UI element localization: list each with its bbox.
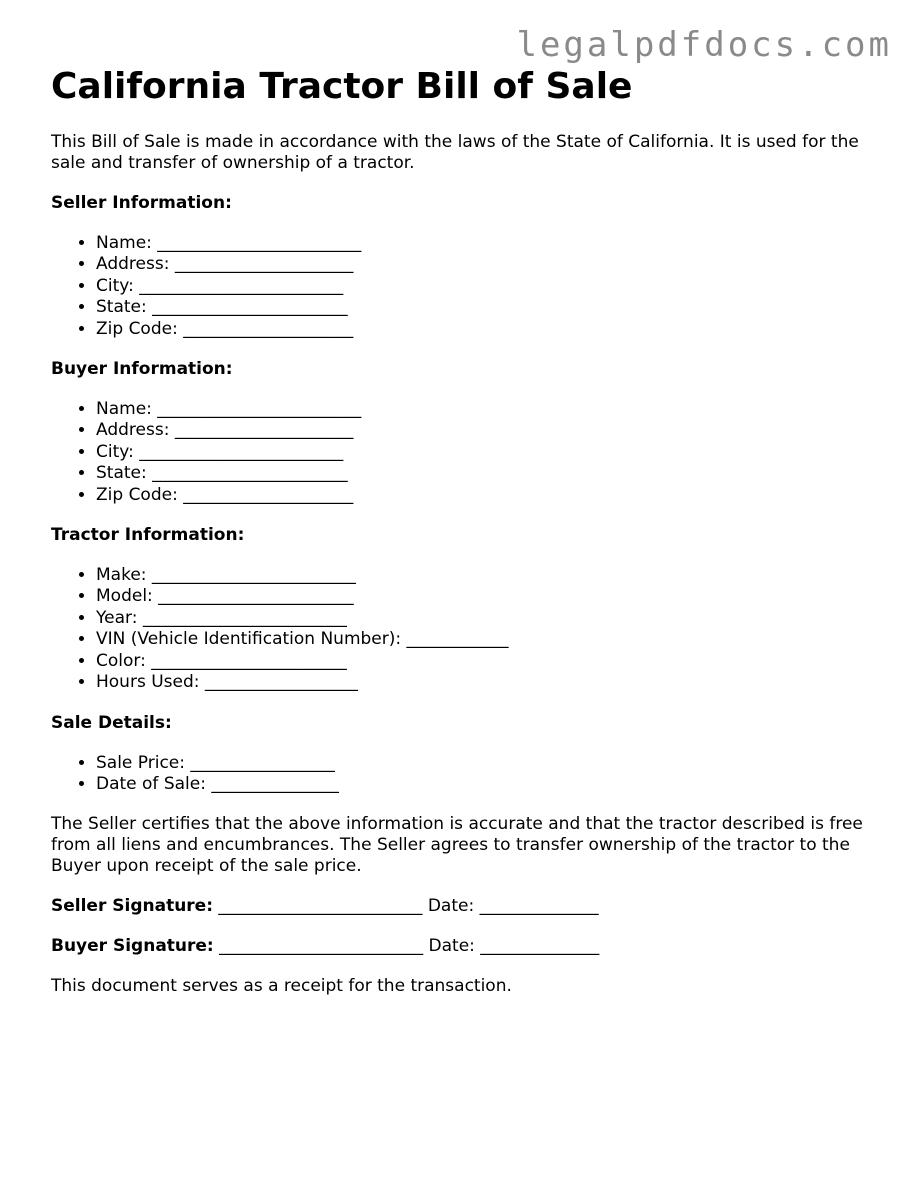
seller-signature-line	[51, 896, 881, 917]
seller-section-heading: Seller Information:	[51, 193, 232, 213]
buyer-name-field: • Name: ________________________	[96, 399, 881, 420]
certification-paragraph: The Seller certifies that the above information is accurate and that the tractor described is free from all liens and encumbrances. The Seller agrees to transfer ownership of the tractor to the Buyer upon receipt of the sale price.	[51, 814, 863, 877]
buyer-address-field: • Address: _____________________	[96, 420, 881, 441]
seller-address-field: • Address: _____________________	[96, 254, 881, 275]
buyer-zip-field: • Zip Code: ____________________	[96, 485, 881, 506]
tractor-model-field: • Model: _______________________	[96, 586, 881, 607]
buyer-fields-list	[51, 399, 881, 506]
buyer-signature-line	[51, 936, 881, 957]
tractor-color-field: • Color: _______________________	[96, 651, 881, 672]
sale-fields-list	[51, 753, 881, 796]
seller-city-field: • City: ________________________	[96, 276, 881, 297]
sale-price-field: • Sale Price: _________________	[96, 753, 881, 774]
tractor-year-field: • Year: ________________________	[96, 608, 881, 629]
sale-date-field: • Date of Sale: _______________	[96, 774, 881, 795]
tractor-fields-list	[51, 565, 881, 693]
tractor-hours-field: • Hours Used: __________________	[96, 672, 881, 693]
buyer-signature-blank: ________________________ Date: ______________	[213, 936, 600, 957]
seller-name-field: • Name: ________________________	[96, 233, 881, 254]
tractor-section-heading: Tractor Information:	[51, 525, 245, 546]
buyer-city-field: • City: ________________________	[96, 442, 881, 463]
tractor-vin-field: • VIN (Vehicle Identification Number): ____________	[96, 629, 881, 650]
intro-paragraph: This Bill of Sale is made in accordance with the laws of the State of California. It is used for the sale and transfer of ownership of a tractor.	[51, 132, 859, 173]
buyer-signature-label: Buyer Signature:	[51, 936, 214, 957]
seller-state-field: • State: _______________________	[96, 297, 881, 318]
page-title: California Tractor Bill of Sale	[51, 66, 633, 107]
seller-signature-label: Seller Signature:	[51, 896, 214, 917]
seller-fields-list	[51, 233, 881, 340]
watermark-text: legalpdfdocs.com	[516, 25, 892, 65]
buyer-section-heading: Buyer Information:	[51, 359, 233, 380]
buyer-state-field: • State: _______________________	[96, 463, 881, 484]
sale-section-heading: Sale Details:	[51, 712, 172, 733]
seller-signature-blank: ________________________ Date: ______________	[213, 896, 599, 917]
seller-zip-field: • Zip Code: ____________________	[96, 319, 881, 340]
document-body	[51, 64, 881, 997]
closing-paragraph: This document serves as a receipt for the transaction.	[51, 976, 512, 997]
tractor-make-field: • Make: ________________________	[96, 565, 881, 586]
